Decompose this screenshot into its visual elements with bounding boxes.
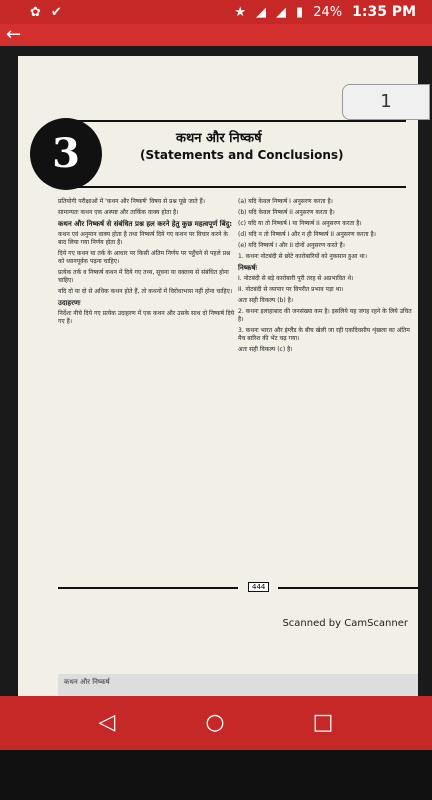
page-indicator: 1 [342, 84, 430, 120]
instruction-text: निर्देशः नीचे दिये गए प्रत्येक उदाहरण में एक कथन और उसके साथ दो निष्कर्ष दिये गए हैं। [58, 310, 235, 325]
option-line: (a) यदि केवल निष्कर्ष I अनुसरण करता है। [238, 198, 333, 205]
nav-recents-button[interactable]: □ [312, 710, 334, 735]
section-heading: कथन और निष्कर्ष से संबंधित प्रश्न हल करने हेतु कुछ महत्वपूर्ण बिंदु: [58, 220, 233, 228]
page-number: 444 [248, 582, 269, 592]
question-statement: 1. कथनः नोटबंदी से छोटे कारोबारियों को नुकसान हुआ था। [238, 253, 368, 260]
battery-icon: ▮ [296, 4, 304, 20]
status-left-icons [30, 3, 62, 21]
right-column-text [238, 198, 418, 357]
next-page-strip [58, 674, 418, 696]
signal-icon-2: ◢ [276, 4, 287, 20]
bullet-point: प्रत्येक तर्क व निष्कर्ष कथन में दिये गए तथ्य, सूचना या वक्तव्य से संबंधित होना चाहिए। [58, 269, 229, 284]
bullet-point: दिये गए कथन या तर्क के आधार पर किसी अंतिम निर्णय पर पहुँचने से पहले प्रश्न को ध्यानपूर्वक पढ़ना चाहिए। [58, 250, 231, 265]
conclusions-heading: निष्कर्षः [238, 264, 257, 272]
answer-line: अतः सही विकल्प (b) है। [238, 297, 294, 304]
signal-icon: ◢ [256, 4, 267, 20]
chapter-title-hindi: कथन और निष्कर्ष [176, 131, 262, 146]
chapter-title-band [76, 120, 406, 188]
clock: 1:35 PM [352, 4, 416, 20]
chapter-title-english: (Statements and Conclusions) [140, 148, 344, 162]
nav-back-button[interactable]: ◁ [98, 710, 116, 735]
android-nav-bar [0, 696, 432, 750]
conclusion-line: I. नोटबंदी से बड़े कारोबारी पूरी तरह से अप्रभावित थे। [238, 275, 354, 282]
battery-percentage: 24% [313, 4, 343, 20]
notification-icon: ✿ [30, 4, 41, 20]
scanner-watermark: Scanned by CamScanner [282, 618, 408, 629]
bottom-bezel [0, 750, 432, 800]
page-footer-bar [58, 584, 418, 592]
option-line: (e) यदि निष्कर्ष I और II दोनों अनुसरण करते हैं। [238, 242, 345, 249]
checkmark-icon: ✔ [50, 4, 62, 20]
nav-home-button[interactable]: ○ [205, 710, 225, 735]
document-page [18, 56, 418, 696]
status-bar [0, 0, 432, 24]
question-statement: 3. कथनः भारत और इंग्लैंड के बीच खेली जा रही एकदिवसीय शृंखला का अंतिम मैच बारिश की भेंट चढ़ गया। [238, 327, 410, 342]
conclusion-line: II. नोटबंदी से व्यापार पर विपरीत प्रभाव पड़ा था। [238, 286, 344, 293]
option-line: (b) यदि केवल निष्कर्ष II अनुसरण करता है। [238, 209, 335, 216]
bullet-point: यदि दो या दो से अधिक कथन होते हैं, तो कथनों में विरोधाभास नहीं होना चाहिए। [58, 288, 233, 295]
bullet-point: कथन एवं अनुमान वाक्य होता है तथा निष्कर्ष दिये गए कथन पर विचार करने के बाद लिया गया निर्णय होता है। [58, 231, 229, 246]
option-line: (c) यदि या तो निष्कर्ष I या निष्कर्ष II अनुसरण करता है। [238, 220, 362, 227]
chapter-number: 3 [30, 118, 102, 190]
back-arrow-icon[interactable]: ← [6, 24, 22, 45]
footer-rule-left [58, 587, 238, 589]
left-column-text [58, 198, 238, 329]
app-toolbar [0, 24, 432, 46]
status-right-icons [234, 0, 416, 24]
option-line: (d) यदि न तो निष्कर्ष I और न ही निष्कर्ष II अनुसरण करता है। [238, 231, 376, 238]
star-icon: ★ [234, 4, 247, 20]
body-paragraph: सामान्यतः कथन एक अस्पष्ट और तार्किक वाक्य होता है। [58, 209, 179, 216]
question-statement: 2. कथनः इलाहाबाद की जनसंख्या कम है। इसलिये यह जगह रहने के लिये उचित है। [238, 308, 412, 323]
answer-line: अतः सही विकल्प (c) है। [238, 346, 293, 353]
example-heading: उदाहरणः [58, 299, 81, 307]
body-paragraph: प्रतियोगी परीक्षाओं में 'कथन और निष्कर्ष' विषय से प्रश्न पूछे जाते हैं। [58, 198, 205, 205]
next-page-header: कथन और निष्कर्ष [64, 678, 110, 686]
footer-rule-right [278, 587, 418, 589]
